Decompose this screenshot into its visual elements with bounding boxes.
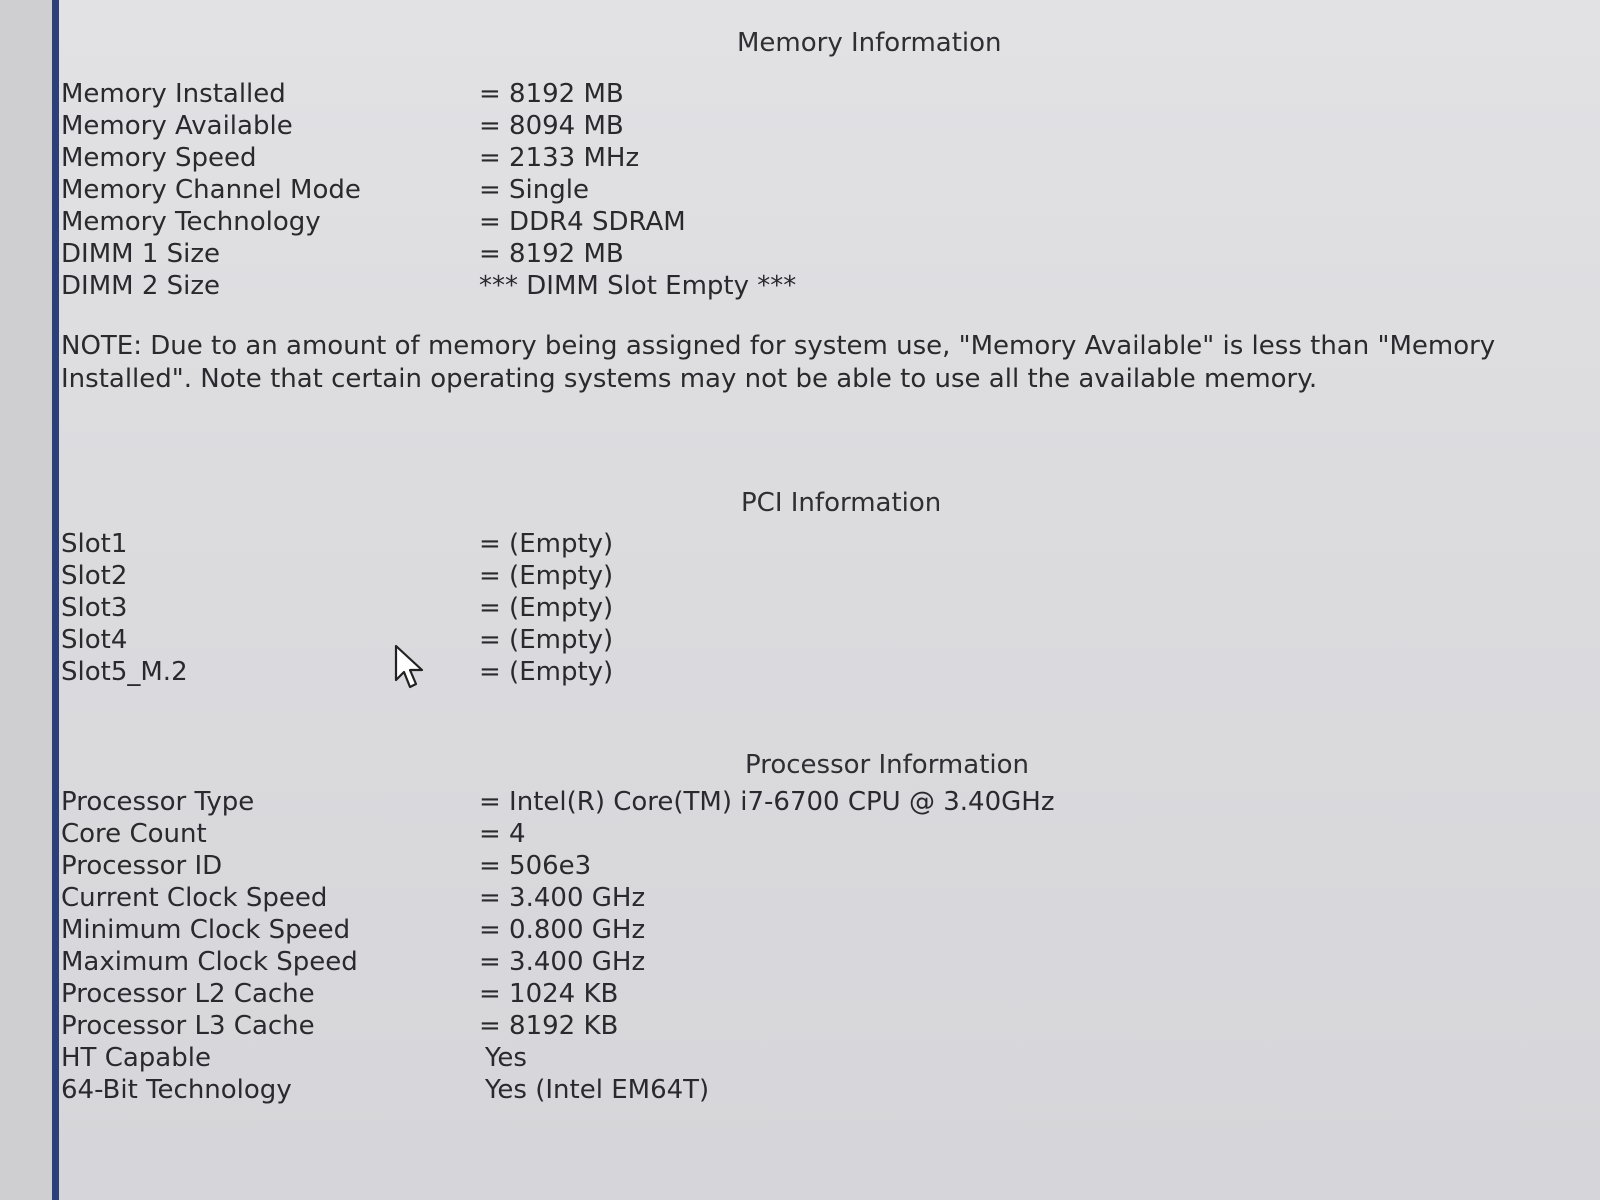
row-label: Current Clock Speed (61, 883, 328, 913)
row-label: Slot1 (61, 529, 128, 559)
memory-note: NOTE: Due to an amount of memory being assigned for system use, "Memory Available" is less than "Memory Installed". Note that certain operating systems may not be able to use all the available memory. (61, 331, 1496, 394)
row-label: DIMM 1 Size (61, 239, 220, 269)
row-value: = 8094 MB (479, 111, 624, 141)
row-value: *** DIMM Slot Empty *** (479, 271, 797, 301)
pci-row (61, 624, 1461, 656)
row-value: = 8192 KB (479, 1011, 619, 1041)
processor-row (61, 1074, 1461, 1106)
processor-row (61, 1042, 1461, 1074)
processor-row (61, 882, 1461, 914)
row-value: = 3.400 GHz (479, 883, 646, 913)
row-label: Processor ID (61, 851, 223, 881)
row-value: = DDR4 SDRAM (479, 207, 686, 237)
memory-row (61, 270, 1461, 302)
mouse-pointer-icon (394, 644, 430, 690)
row-label: Slot5_M.2 (61, 657, 188, 687)
row-label: 64-Bit Technology (61, 1075, 292, 1105)
pci-row (61, 560, 1461, 592)
pci-row (61, 528, 1461, 560)
row-label: Memory Channel Mode (61, 175, 361, 205)
row-value: = Intel(R) Core(TM) i7-6700 CPU @ 3.40GHz (479, 787, 1055, 817)
row-value: = (Empty) (479, 561, 614, 591)
processor-row (61, 1010, 1461, 1042)
row-label: Memory Technology (61, 207, 321, 237)
left-gutter (0, 0, 52, 1200)
row-label: Core Count (61, 819, 207, 849)
row-label: Memory Speed (61, 143, 257, 173)
row-value: = 0.800 GHz (479, 915, 646, 945)
processor-row (61, 818, 1461, 850)
row-value: = (Empty) (479, 657, 614, 687)
row-value: = 506e3 (479, 851, 592, 881)
row-label: Maximum Clock Speed (61, 947, 358, 977)
processor-row (61, 978, 1461, 1010)
processor-section-title: Processor Information (745, 750, 1029, 780)
pci-row (61, 592, 1461, 624)
row-label: HT Capable (61, 1043, 211, 1073)
row-label: Processor L3 Cache (61, 1011, 315, 1041)
row-value: = 4 (479, 819, 526, 849)
row-value: = (Empty) (479, 593, 614, 623)
row-value: Yes (485, 1043, 527, 1073)
row-value: = (Empty) (479, 625, 614, 655)
memory-row (61, 142, 1461, 174)
row-label: Slot2 (61, 561, 128, 591)
row-value: = Single (479, 175, 589, 205)
row-label: Processor L2 Cache (61, 979, 315, 1009)
row-value: = 2133 MHz (479, 143, 640, 173)
pci-row (61, 656, 1461, 688)
processor-row (61, 786, 1461, 818)
memory-row (61, 78, 1461, 110)
memory-row (61, 174, 1461, 206)
row-value: Yes (Intel EM64T) (485, 1075, 710, 1105)
row-value: = 8192 MB (479, 79, 624, 109)
vertical-divider (52, 0, 59, 1200)
row-value: = 1024 KB (479, 979, 619, 1009)
memory-row (61, 206, 1461, 238)
memory-row (61, 238, 1461, 270)
processor-row (61, 914, 1461, 946)
memory-row (61, 110, 1461, 142)
pci-section-title: PCI Information (741, 488, 942, 518)
processor-row (61, 946, 1461, 978)
row-value: = 8192 MB (479, 239, 624, 269)
row-label: Memory Installed (61, 79, 286, 109)
row-label: Minimum Clock Speed (61, 915, 351, 945)
processor-row (61, 850, 1461, 882)
row-label: Processor Type (61, 787, 255, 817)
memory-section-title: Memory Information (737, 28, 1002, 58)
row-value: = (Empty) (479, 529, 614, 559)
row-label: Slot4 (61, 625, 128, 655)
row-label: DIMM 2 Size (61, 271, 220, 301)
row-value: = 3.400 GHz (479, 947, 646, 977)
row-label: Memory Available (61, 111, 293, 141)
row-label: Slot3 (61, 593, 128, 623)
